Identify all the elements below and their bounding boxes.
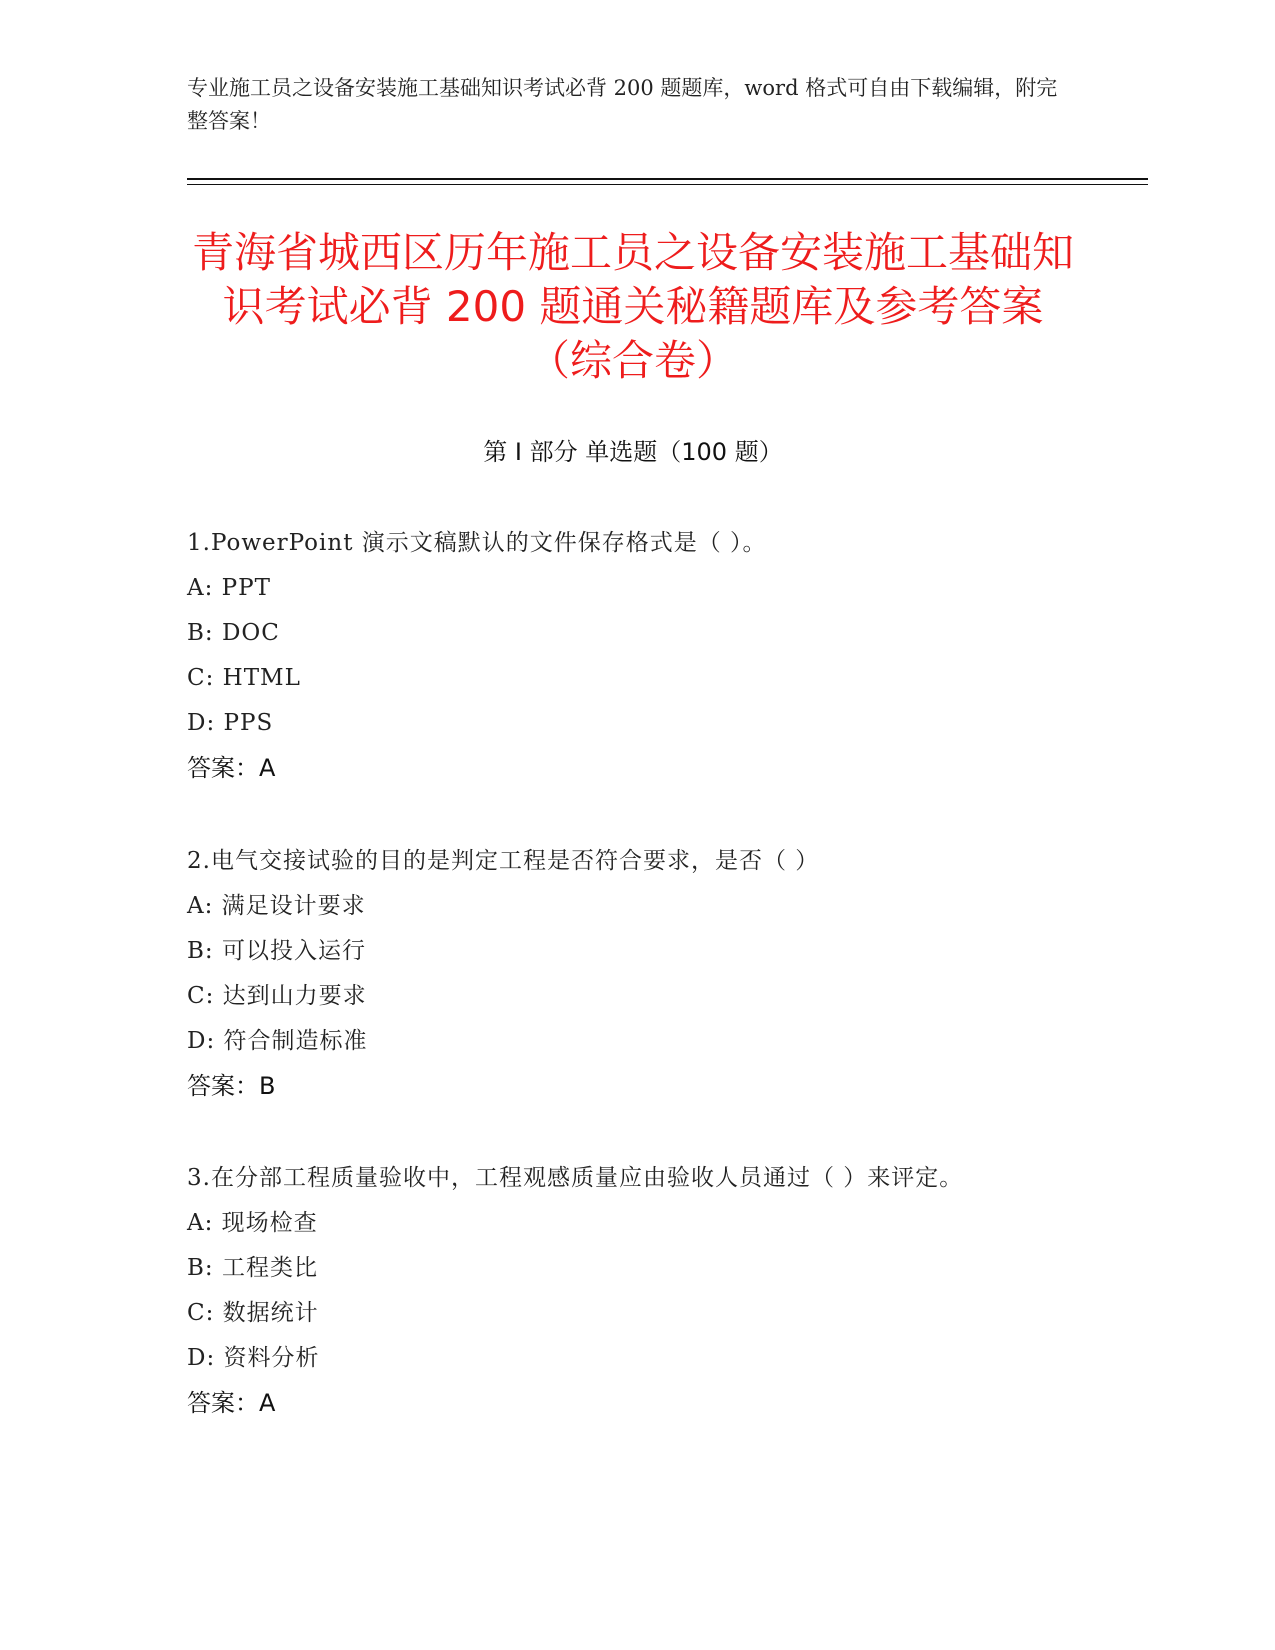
question-stem: 3.在分部工程质量验收中，工程观感质量应由验收人员通过（ ）来评定。 (187, 1165, 964, 1191)
header-divider-thin (187, 184, 1148, 185)
header-divider-thick (187, 178, 1148, 180)
option-d: D: 符合制造标准 (187, 1028, 368, 1054)
header-note: 专业施工员之设备安装施工基础知识考试必背 200 题题库，word 格式可自由下载编辑，附完整答案！ (187, 76, 1058, 133)
option-a: A: PPT (187, 575, 271, 601)
question-stem: 1.PowerPoint 演示文稿默认的文件保存格式是（ ）。 (187, 530, 767, 556)
answer: 答案：A (187, 754, 276, 782)
question-2 (187, 839, 1087, 1109)
option-c: C: 数据统计 (187, 1300, 319, 1326)
document-title: 青海省城西区历年施工员之设备安装施工基础知识考试必背 200 题通关秘籍题库及参考答案（综合卷） (191, 228, 1074, 385)
option-c: C: 达到山力要求 (187, 983, 367, 1009)
question-3 (187, 1156, 1087, 1426)
answer: 答案：A (187, 1389, 276, 1417)
option-b: B: DOC (187, 620, 280, 646)
section-heading: 第 I 部分 单选题（100 题） (483, 438, 783, 466)
option-d: D: 资料分析 (187, 1345, 320, 1371)
question-1 (187, 521, 1087, 791)
answer: 答案：B (187, 1072, 276, 1100)
option-a: A: 满足设计要求 (187, 893, 366, 919)
option-a: A: 现场检查 (187, 1210, 318, 1236)
option-c: C: HTML (187, 665, 301, 691)
option-d: D: PPS (187, 710, 274, 736)
question-stem: 2.电气交接试验的目的是判定工程是否符合要求，是否（ ） (187, 848, 820, 874)
option-b: B: 可以投入运行 (187, 938, 366, 964)
option-b: B: 工程类比 (187, 1255, 318, 1281)
